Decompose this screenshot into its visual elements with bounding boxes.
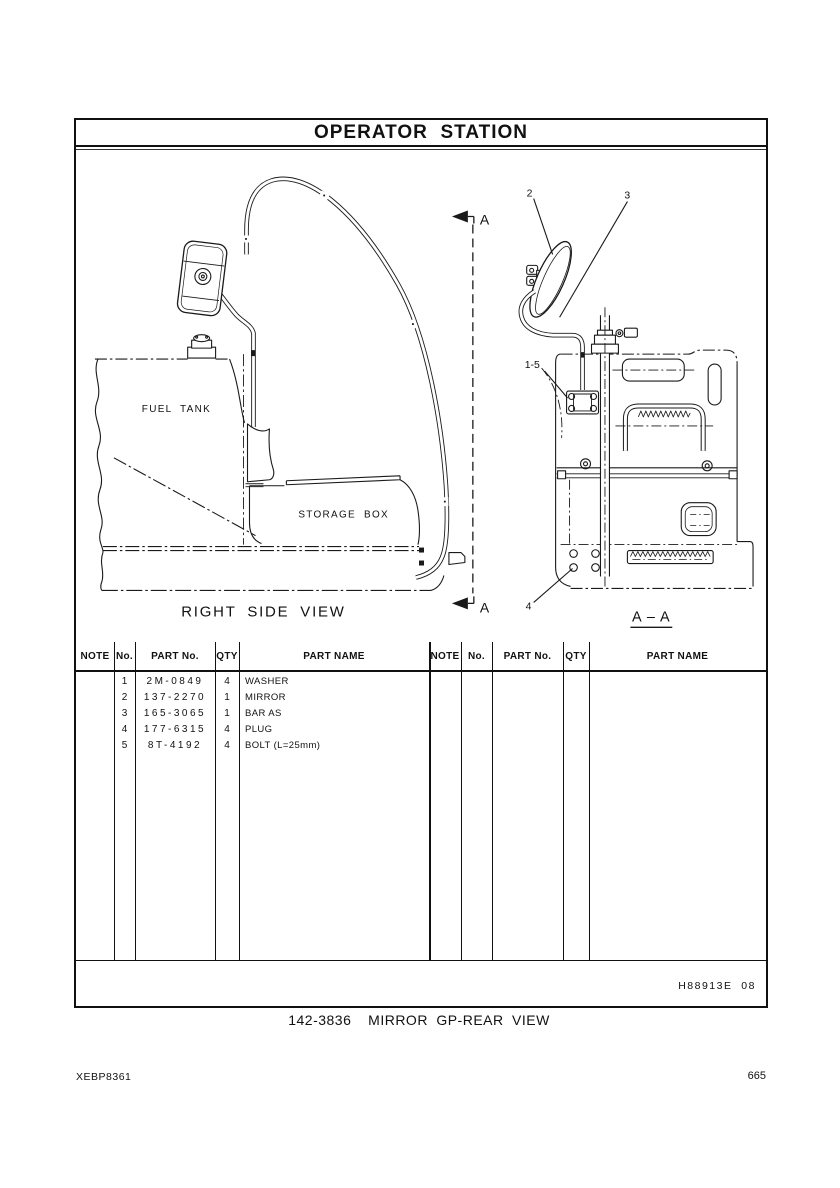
mirror-left-view <box>176 240 227 316</box>
page-number: 665 <box>747 1070 766 1082</box>
clamp-dot <box>251 350 255 356</box>
cell-name: MIRROR <box>245 692 286 703</box>
section-arrow-top-icon <box>452 211 468 223</box>
col-part-name: PART NAME <box>303 650 365 662</box>
section-line <box>452 211 474 610</box>
cell-no: 2 <box>121 692 128 703</box>
table-row <box>76 706 766 722</box>
cell-no: 3 <box>121 708 128 719</box>
col-part-no: PART No. <box>151 650 199 662</box>
table-row <box>76 722 766 738</box>
figure-caption: 142-3836 MIRROR GP-REAR VIEW <box>288 1012 550 1028</box>
right-side-view-caption: RIGHT SIDE VIEW <box>181 603 346 621</box>
parts-table <box>76 642 766 961</box>
cell-qty: 1 <box>224 692 230 703</box>
cell-qty: 1 <box>224 708 230 719</box>
document-reference: H88913E 08 <box>678 980 756 992</box>
col-no-2: No. <box>467 650 485 662</box>
cell-part-no: 137-2270 <box>143 692 207 703</box>
storage-box-label: STORAGE BOX <box>298 509 389 521</box>
table-row <box>76 674 766 690</box>
cell-part-no: 165-3065 <box>143 708 207 719</box>
col-part-no-2: PART No. <box>503 650 552 662</box>
technical-drawing <box>76 150 766 642</box>
cell-no: 5 <box>121 740 128 751</box>
col-note-2: NOTE <box>430 650 460 662</box>
break-line <box>95 359 103 552</box>
table-header <box>76 642 766 672</box>
table-row <box>76 738 766 754</box>
section-aa-drawing <box>521 189 753 628</box>
col-part-name-2: PART NAME <box>646 650 709 662</box>
leader-2 <box>534 199 553 255</box>
cell-qty: 4 <box>224 676 230 687</box>
cell-no: 1 <box>121 676 128 687</box>
fuel-filler-cap <box>188 335 216 358</box>
cell-part-no: 2M-0849 <box>146 676 204 687</box>
section-letter-top: A <box>479 211 490 228</box>
callout-3: 3 <box>624 190 631 202</box>
content-frame <box>74 118 768 1008</box>
publication-code: XEBP8361 <box>76 1071 132 1083</box>
col-qty: QTY <box>216 650 238 662</box>
section-aa-caption: A – A <box>631 609 671 626</box>
cell-name: WASHER <box>245 676 289 687</box>
callout-4: 4 <box>525 601 532 613</box>
cell-no: 4 <box>121 724 128 735</box>
cell-qty: 4 <box>224 724 230 735</box>
page-title: OPERATOR STATION <box>76 120 766 147</box>
cell-part-no: 177-6315 <box>143 724 207 735</box>
cell-qty: 4 <box>224 740 230 751</box>
cell-name: PLUG <box>245 724 273 735</box>
col-qty-2: QTY <box>565 650 587 662</box>
cell-name: BAR AS <box>245 708 282 719</box>
mount-bracket <box>567 391 599 414</box>
callout-2: 2 <box>526 188 533 200</box>
cell-part-no: 8T-4192 <box>147 740 203 751</box>
section-arrow-bottom-icon <box>452 597 468 609</box>
fuel-tank-label: FUEL TANK <box>141 403 212 415</box>
callout-1-5: 1-5 <box>524 360 540 372</box>
right-side-view-drawing <box>95 179 490 621</box>
col-note: NOTE <box>80 650 110 662</box>
table-row <box>76 690 766 706</box>
col-no: No. <box>115 650 133 662</box>
cell-name: BOLT (L=25mm) <box>245 740 321 751</box>
section-letter-bottom: A <box>479 599 490 616</box>
